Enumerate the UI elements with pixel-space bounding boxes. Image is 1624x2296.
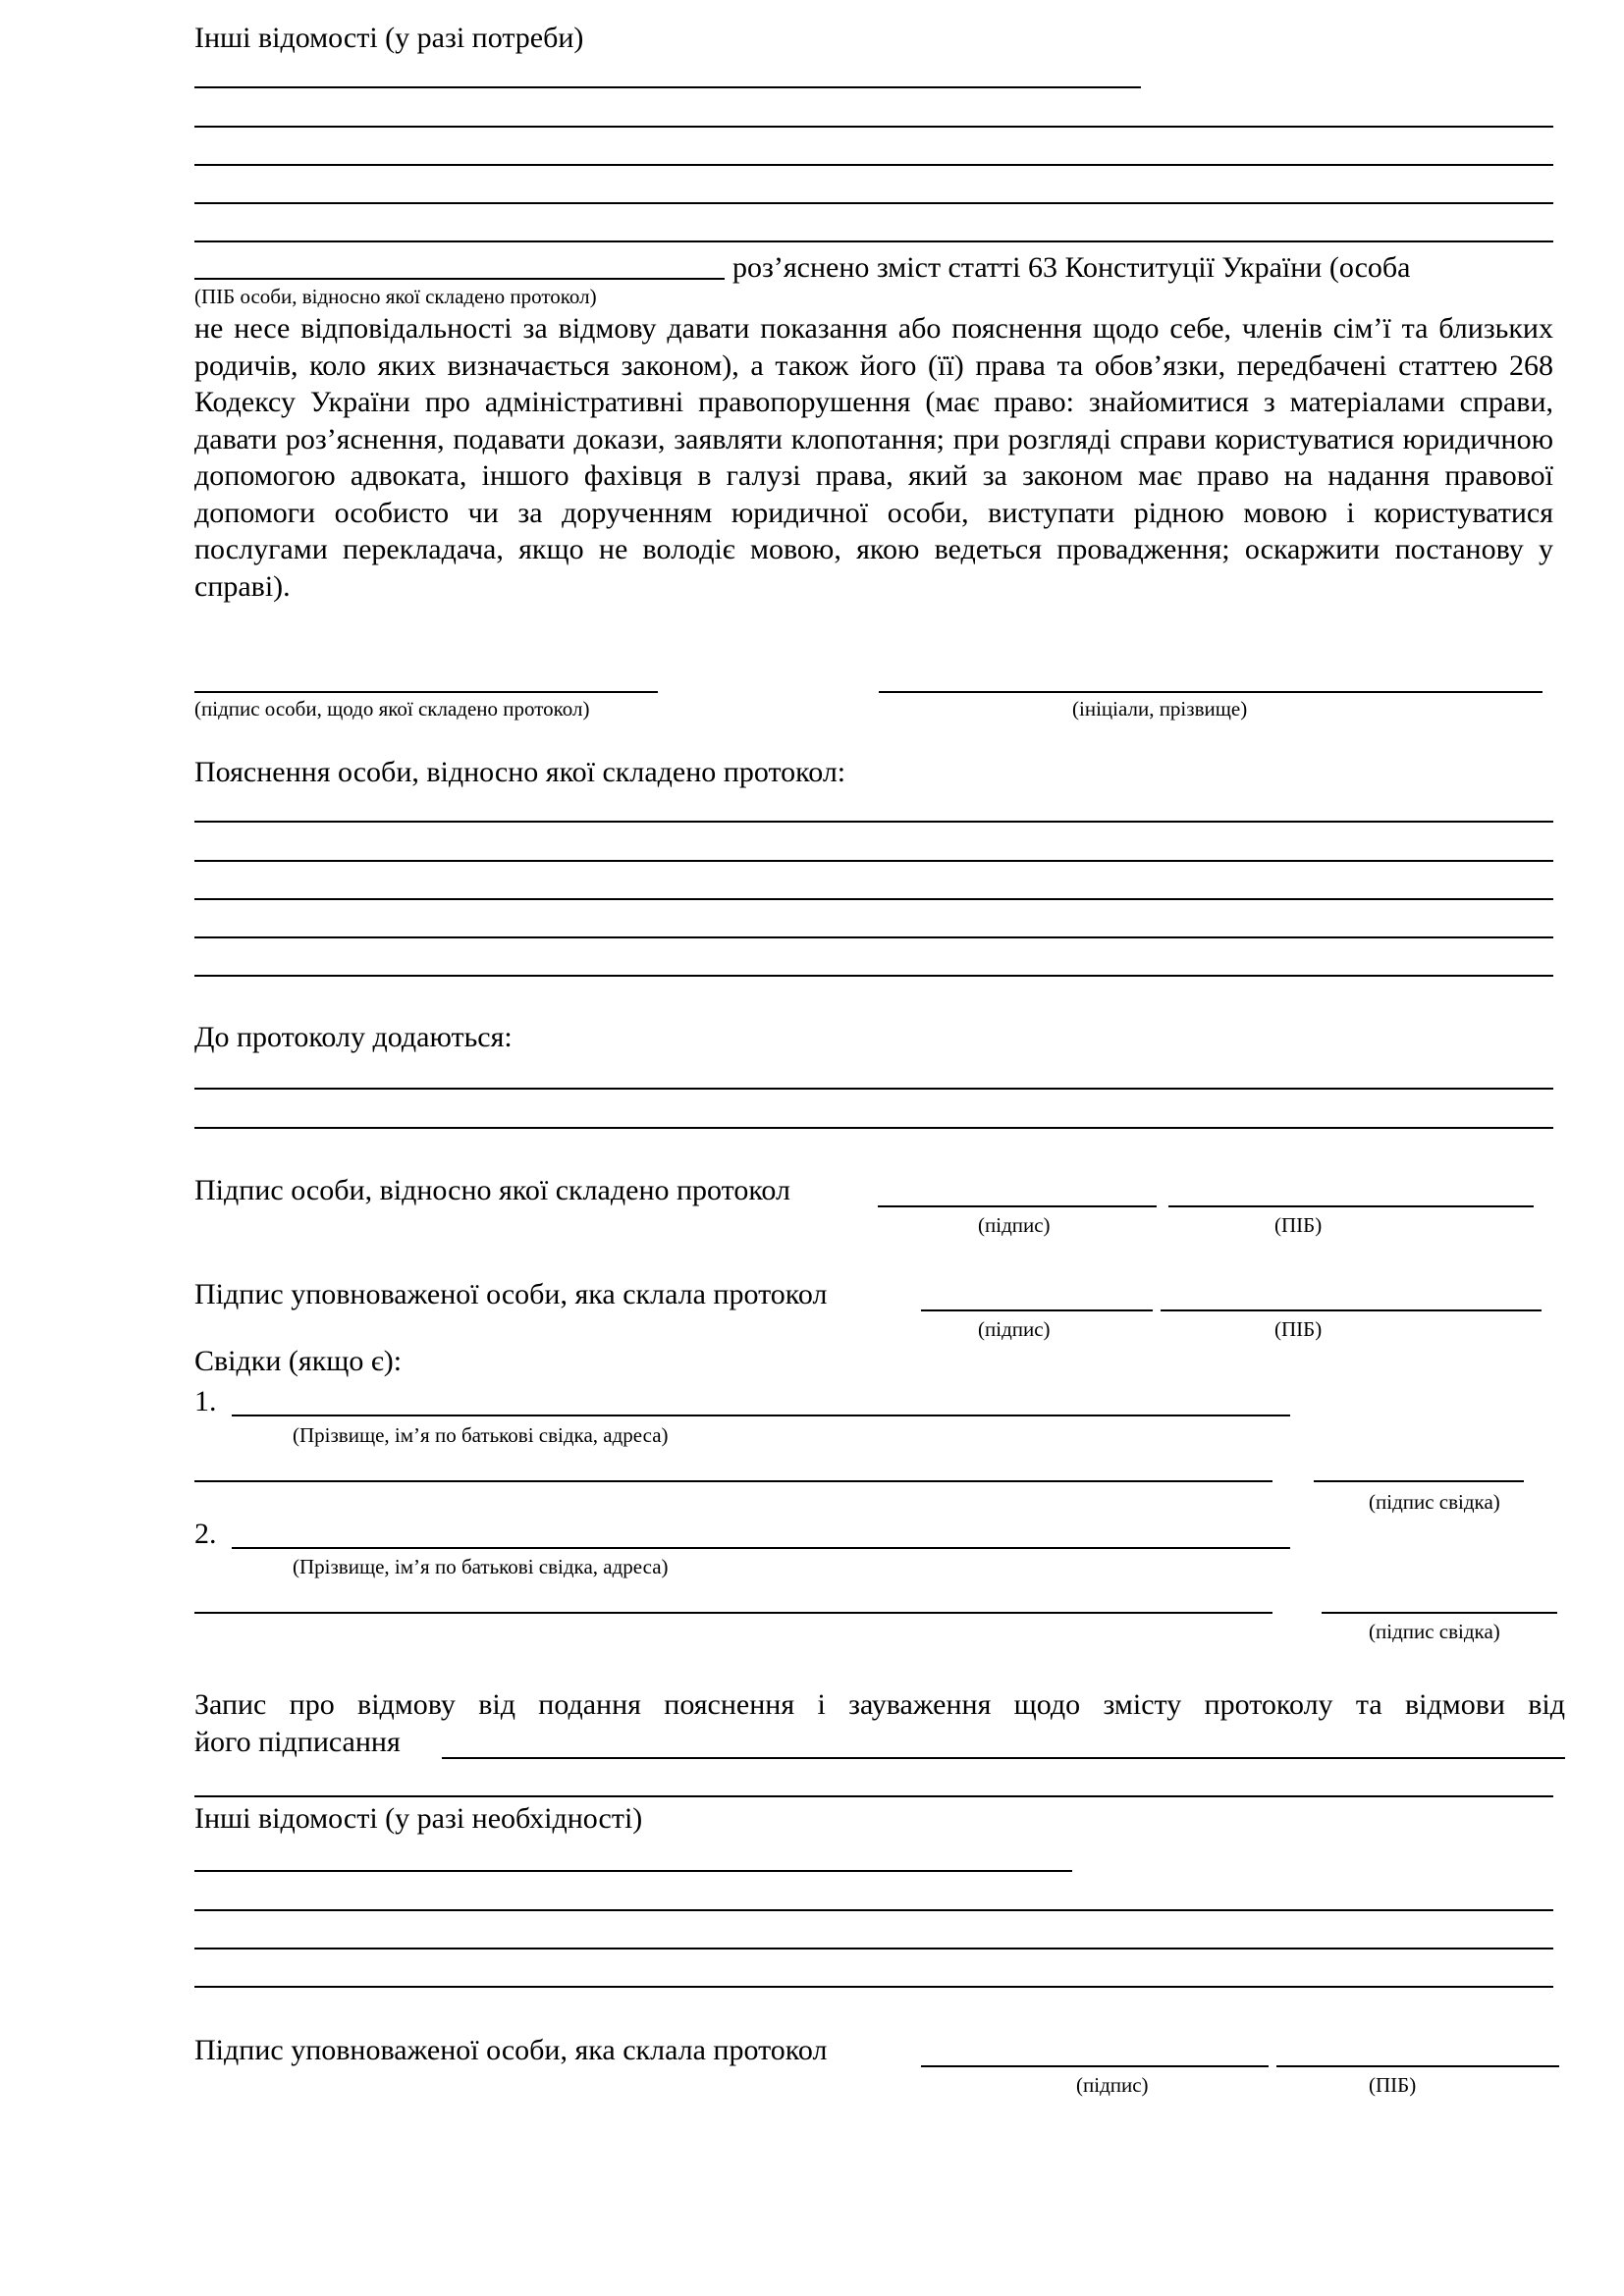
witness-address-blank[interactable] <box>194 1612 1272 1614</box>
explained-text: роз’яснено зміст статті 63 Конституції України (особа <box>732 251 1411 284</box>
pib-blank-line[interactable] <box>194 278 725 280</box>
other-info-blank-line[interactable] <box>194 202 1553 204</box>
attachments-blank-line[interactable] <box>194 1127 1553 1129</box>
explanations-blank-line[interactable] <box>194 936 1553 938</box>
explanations-blank-line[interactable] <box>194 975 1553 977</box>
other-info-blank-line[interactable] <box>194 126 1553 128</box>
signature-caption: (підпис особи, щодо якої складено протокол) <box>194 697 590 721</box>
official-signature-blank[interactable] <box>921 1309 1153 1311</box>
person-signature-blank[interactable] <box>878 1205 1157 1207</box>
official-pib-caption: (ПІБ) <box>1274 1317 1323 1341</box>
official-signature-caption: (підпис) <box>978 1317 1051 1341</box>
witness-address-blank[interactable] <box>194 1480 1272 1482</box>
person-signature-label: Підпис особи, відносно якої складено протокол <box>194 1174 791 1206</box>
other-info-blank-line[interactable] <box>194 240 1553 242</box>
attachments-blank-line[interactable] <box>194 1088 1553 1090</box>
witness-signature-blank[interactable] <box>1322 1612 1557 1614</box>
refusal-record-line2: його підписання <box>194 1726 401 1758</box>
other-info-blank-line[interactable] <box>194 164 1553 166</box>
witness-number: 2. <box>194 1518 217 1550</box>
final-official-pib-blank[interactable] <box>1276 2065 1559 2067</box>
person-pib-caption: (ПІБ) <box>1274 1213 1323 1237</box>
witness-number: 1. <box>194 1385 217 1417</box>
witnesses-heading: Свідки (якщо є): <box>194 1345 403 1377</box>
witness-name-caption: (Прізвище, ім’я по батькові свідка, адреса) <box>293 1555 669 1578</box>
witness-name-blank[interactable] <box>232 1415 1290 1416</box>
pib-caption: (ПІБ особи, відносно якої складено протокол) <box>194 285 597 308</box>
witness-signature-caption: (підпис свідка) <box>1369 1490 1500 1514</box>
other-info-2-blank-line[interactable] <box>194 1909 1553 1911</box>
initials-blank-line[interactable] <box>879 691 1543 693</box>
other-info-blank-line[interactable] <box>194 86 1141 88</box>
other-info-2-heading: Інші відомості (у разі необхідності) <box>194 1802 643 1835</box>
refusal-record-blank[interactable] <box>194 1795 1553 1797</box>
refusal-record-line1: Запис про відмову від подання пояснення і зауваження щодо змісту протоколу та відмови від <box>194 1688 1565 1721</box>
official-signature-label: Підпис уповноваженої особи, яка склала протокол <box>194 1278 828 1310</box>
explanations-blank-line[interactable] <box>194 898 1553 900</box>
final-official-signature-label: Підпис уповноваженої особи, яка склала протокол <box>194 2034 828 2066</box>
other-info-2-blank-line[interactable] <box>194 1948 1553 1949</box>
explanations-blank-line[interactable] <box>194 860 1553 862</box>
explanations-blank-line[interactable] <box>194 821 1553 823</box>
witness-signature-caption: (підпис свідка) <box>1369 1620 1500 1643</box>
explanations-heading: Пояснення особи, відносно якої складено протокол: <box>194 756 846 788</box>
initials-caption: (ініціали, прізвище) <box>1072 697 1248 721</box>
other-info-2-blank-line[interactable] <box>194 1986 1553 1988</box>
final-official-pib-caption: (ПІБ) <box>1369 2073 1417 2097</box>
witness-name-caption: (Прізвище, ім’я по батькові свідка, адреса) <box>293 1423 669 1447</box>
witness-name-blank[interactable] <box>232 1547 1290 1549</box>
other-info-heading: Інші відомості (у разі потреби) <box>194 22 584 54</box>
final-official-signature-blank[interactable] <box>921 2065 1269 2067</box>
witness-signature-blank[interactable] <box>1314 1480 1524 1482</box>
rights-paragraph: не несе відповідальності за відмову давати показання або пояснення щодо себе, членів сім’ї та близьких родичів, коло яких визначається законом), а також його (її) права та обов’язки, передбачені статтею 268 Кодексу України про адміністративні правопорушення (має право: знайомитися з матеріалами справи, давати роз’яснення, подавати докази, заявляти клопотання; при розгляді справи користуватися юридичною допомогою адвоката, іншого фахівця в галузі права, який за законом має право на надання правової допомоги особисто чи за дорученням юридичної особи, виступати рідною мовою і користуватися послугами перекладача, якщо не володіє мовою, якою ведеться провадження; оскаржити постанову у справі). <box>194 312 1553 603</box>
attachments-heading: До протоколу додаються: <box>194 1021 513 1053</box>
final-official-signature-caption: (підпис) <box>1076 2073 1149 2097</box>
official-pib-blank[interactable] <box>1161 1309 1542 1311</box>
person-signature-caption: (підпис) <box>978 1213 1051 1237</box>
refusal-record-blank[interactable] <box>442 1757 1565 1759</box>
signature-blank-line[interactable] <box>194 691 658 693</box>
other-info-2-blank-line[interactable] <box>194 1870 1072 1872</box>
person-pib-blank[interactable] <box>1168 1205 1534 1207</box>
